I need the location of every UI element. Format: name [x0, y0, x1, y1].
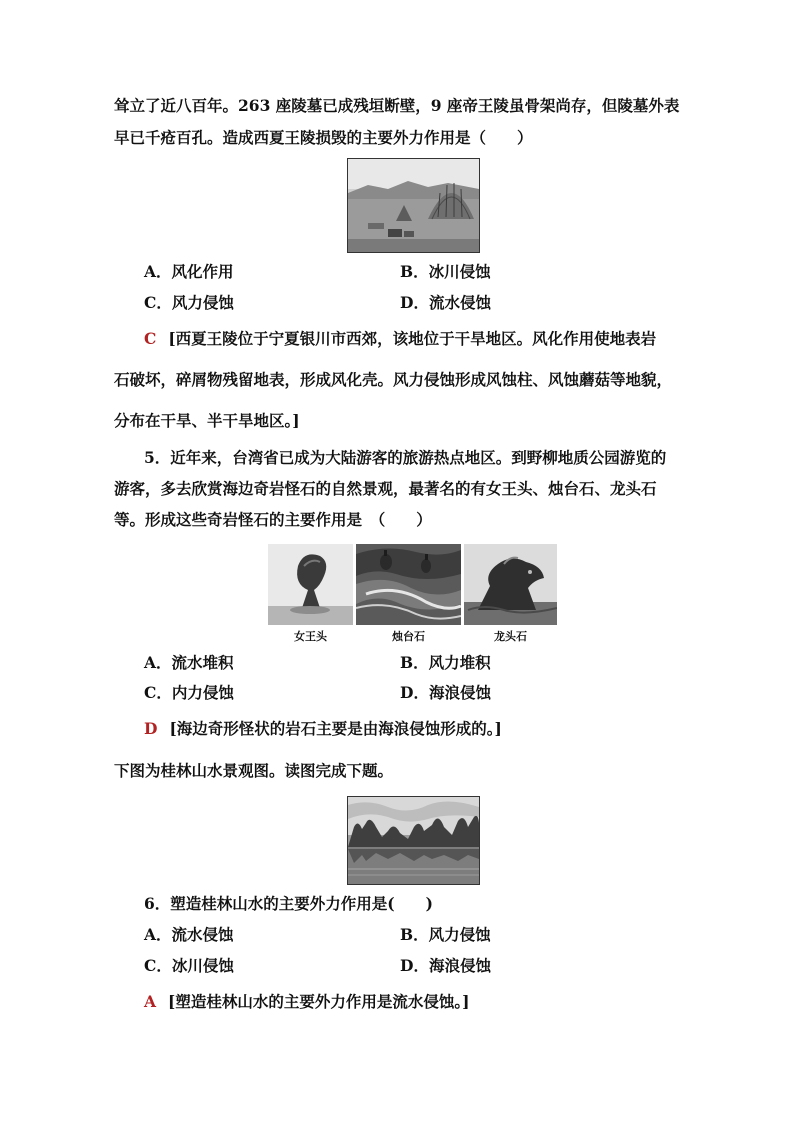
- q4-option-d[interactable]: D．流水侵蚀: [400, 293, 491, 312]
- q5-option-b[interactable]: B．风力堆积: [400, 653, 491, 672]
- q6-option-a[interactable]: A．流水侵蚀: [144, 925, 234, 944]
- guilin-landscape-photo: [347, 796, 480, 885]
- q4-text-line-1: 耸立了近八百年。263 座陵墓已成残垣断壁，9 座帝王陵虽骨架尚存，但陵墓外表: [114, 96, 680, 115]
- xixia-tomb-photo: [347, 158, 480, 253]
- q6-answer-letter: A: [144, 992, 157, 1011]
- q6-question: 6．塑造桂林山水的主要外力作用是( ): [144, 894, 433, 913]
- caption-candle-rock: 烛台石: [392, 630, 425, 643]
- q4-answer-letter: C: [144, 329, 157, 348]
- candle-rock-photo: [356, 544, 461, 625]
- guilin-intro-text: 下图为桂林山水景观图。读图完成下题。: [114, 761, 394, 780]
- q6-option-c[interactable]: C．冰川侵蚀: [144, 956, 234, 975]
- queen-head-rock-photo: [268, 544, 353, 625]
- q4-answer-explanation-1: [西夏王陵位于宁夏银川市西郊，该地位于干旱地区。风化作用使地表岩: [168, 329, 657, 348]
- q5-answer-explanation: [海边奇形怪状的岩石主要是由海浪侵蚀形成的。]: [169, 719, 502, 738]
- q6-option-b[interactable]: B．风力侵蚀: [400, 925, 491, 944]
- q5-text-line-1: 5．近年来，台湾省已成为大陆游客的旅游热点地区。到野柳地质公园游览的: [144, 448, 667, 467]
- q6-answer-line: [144, 992, 794, 1012]
- q5-option-c[interactable]: C．内力侵蚀: [144, 683, 234, 702]
- q6-option-d[interactable]: D．海浪侵蚀: [400, 956, 491, 975]
- q4-text-line-2: 早已千疮百孔。造成西夏王陵损毁的主要外力作用是（ ）: [114, 128, 533, 147]
- q4-option-c[interactable]: C．风力侵蚀: [144, 293, 234, 312]
- caption-dragon-head: 龙头石: [494, 630, 527, 643]
- q4-answer-line-1: [144, 329, 794, 349]
- q4-option-a[interactable]: A．风化作用: [144, 262, 234, 281]
- q5-option-a[interactable]: A．流水堆积: [144, 653, 234, 672]
- q5-answer-letter: D: [144, 719, 158, 738]
- dragon-head-rock-photo: [464, 544, 557, 625]
- q6-answer-explanation: [塑造桂林山水的主要外力作用是流水侵蚀。]: [168, 992, 470, 1011]
- q5-option-d[interactable]: D．海浪侵蚀: [400, 683, 491, 702]
- q5-answer-line: [144, 719, 794, 739]
- q4-answer-line-2: 石破坏，碎屑物残留地表，形成风化壳。风力侵蚀形成风蚀柱、风蚀蘑菇等地貌，: [114, 370, 673, 389]
- q4-option-b[interactable]: B．冰川侵蚀: [400, 262, 491, 281]
- q5-text-line-2: 游客，多去欣赏海边奇岩怪石的自然景观，最著名的有女王头、烛台石、龙头石: [114, 479, 657, 498]
- caption-queen-head: 女王头: [294, 630, 327, 643]
- q5-text-line-3: 等。形成这些奇岩怪石的主要作用是 （ ）: [114, 510, 432, 529]
- q4-answer-line-3: 分布在干旱、半干旱地区。]: [114, 411, 300, 430]
